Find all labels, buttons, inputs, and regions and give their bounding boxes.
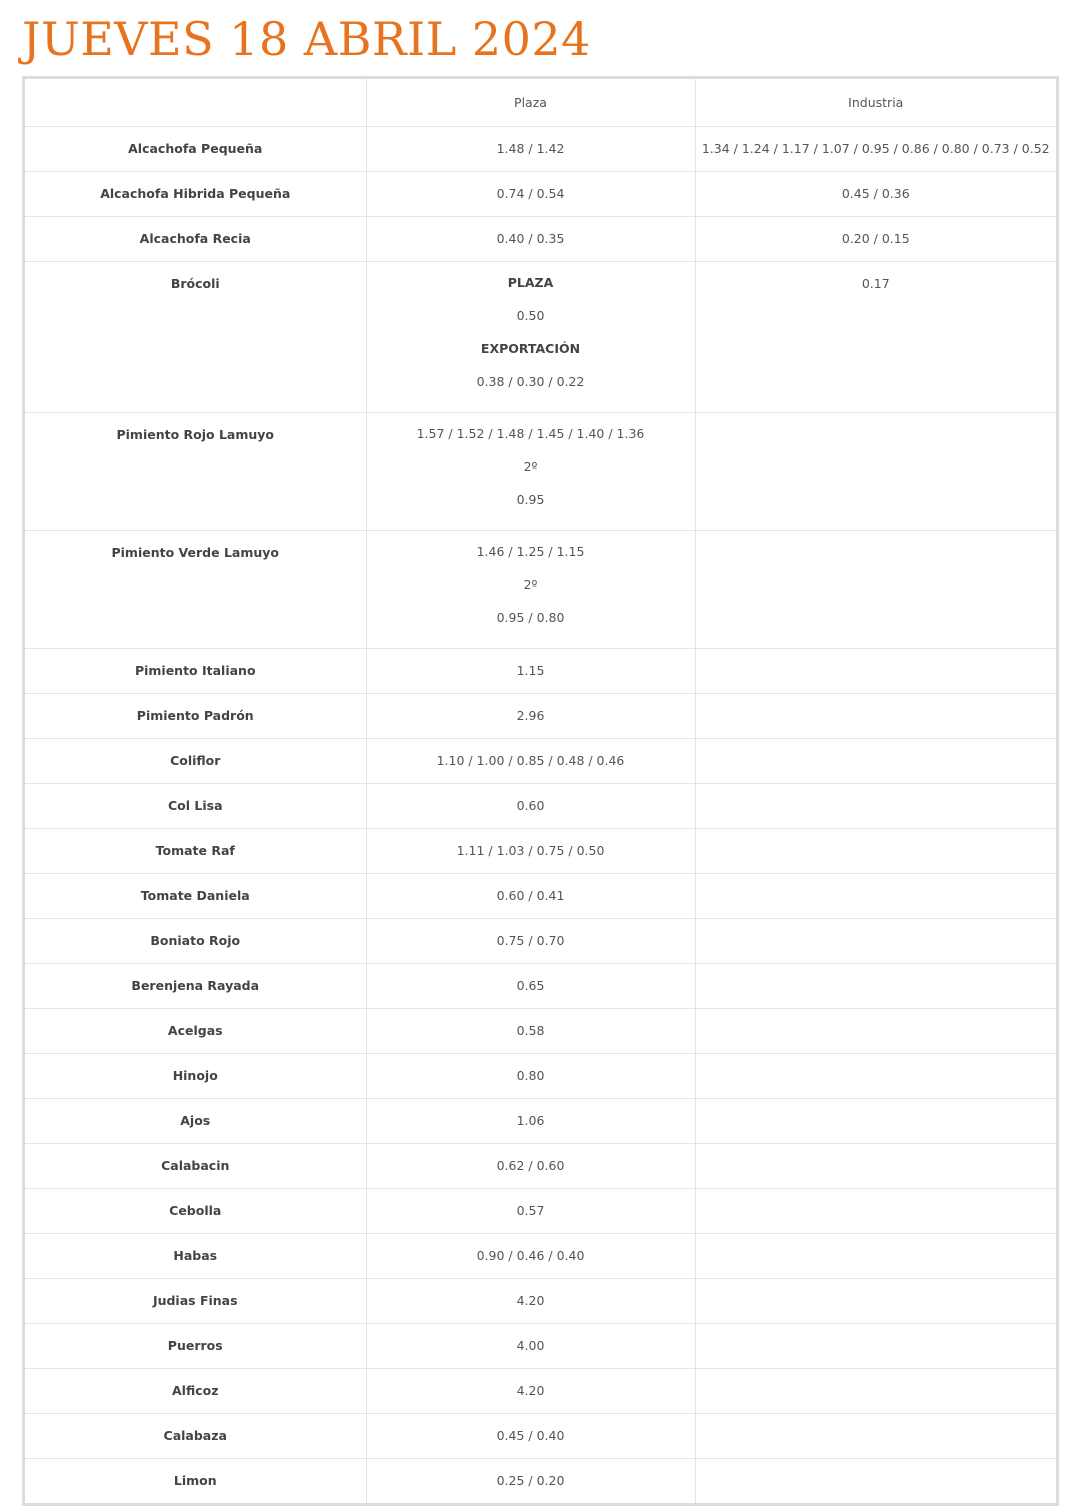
product-name-cell: Pimiento Rojo Lamuyo	[25, 413, 366, 531]
industria-price-cell	[695, 413, 1056, 531]
table-row	[25, 127, 1056, 172]
industria-price-cell	[695, 1459, 1056, 1504]
table-row	[25, 649, 1056, 694]
industria-price-cell	[695, 1144, 1056, 1189]
plaza-price-cell	[366, 531, 695, 649]
plaza-price-cell: 0.75 / 0.70	[366, 919, 695, 964]
price-line: 0.38 / 0.30 / 0.22	[476, 374, 585, 389]
plaza-price-cell: 0.62 / 0.60	[366, 1144, 695, 1189]
plaza-price-cell: 1.15	[366, 649, 695, 694]
plaza-price-cell: 0.40 / 0.35	[366, 217, 695, 262]
price-category-label: EXPORTACIÓN	[480, 341, 581, 356]
industria-price-cell	[695, 1054, 1056, 1099]
industria-price-cell: 0.17	[695, 262, 1056, 413]
plaza-price-cell: 4.20	[366, 1369, 695, 1414]
product-name-cell: Tomate Raf	[25, 829, 366, 874]
plaza-price-cell: 1.11 / 1.03 / 0.75 / 0.50	[366, 829, 695, 874]
industria-price-cell	[695, 1189, 1056, 1234]
industria-price-cell	[695, 1279, 1056, 1324]
industria-price-cell: 0.20 / 0.15	[695, 217, 1056, 262]
industria-price-cell	[695, 649, 1056, 694]
plaza-price-cell: 2.96	[366, 694, 695, 739]
table-row	[25, 1369, 1056, 1414]
product-name-cell: Puerros	[25, 1324, 366, 1369]
table-row	[25, 1459, 1056, 1504]
table-row	[25, 1144, 1056, 1189]
price-table	[25, 79, 1056, 1503]
plaza-price-cell: 0.90 / 0.46 / 0.40	[366, 1234, 695, 1279]
industria-price-cell	[695, 1369, 1056, 1414]
price-line: 1.57 / 1.52 / 1.48 / 1.45 / 1.40 / 1.36	[416, 426, 645, 441]
industria-price-cell: 1.34 / 1.24 / 1.17 / 1.07 / 0.95 / 0.86 / 0.80 / 0.73 / 0.52	[695, 127, 1056, 172]
price-line: 2º	[523, 459, 538, 474]
plaza-price-cell: 1.48 / 1.42	[366, 127, 695, 172]
table-row	[25, 874, 1056, 919]
plaza-price-cell: 4.00	[366, 1324, 695, 1369]
product-name-cell: Calabaza	[25, 1414, 366, 1459]
industria-price-cell	[695, 784, 1056, 829]
industria-price-cell	[695, 964, 1056, 1009]
product-name-cell: Limon	[25, 1459, 366, 1504]
table-row	[25, 413, 1056, 531]
table-row	[25, 1279, 1056, 1324]
plaza-price-cell: 0.25 / 0.20	[366, 1459, 695, 1504]
plaza-price-cell: 1.10 / 1.00 / 0.85 / 0.48 / 0.46	[366, 739, 695, 784]
table-row	[25, 531, 1056, 649]
plaza-price-cell: 0.60	[366, 784, 695, 829]
table-header-row	[25, 79, 1056, 127]
industria-price-cell	[695, 1324, 1056, 1369]
industria-price-cell	[695, 1234, 1056, 1279]
price-category-label: PLAZA	[507, 275, 554, 290]
product-name-cell: Calabacin	[25, 1144, 366, 1189]
header-product	[25, 79, 366, 127]
product-name-cell: Berenjena Rayada	[25, 964, 366, 1009]
table-body	[25, 127, 1056, 1504]
table-row	[25, 1414, 1056, 1459]
table-row	[25, 1189, 1056, 1234]
plaza-price-cell	[366, 413, 695, 531]
price-line: 0.95 / 0.80	[496, 610, 565, 625]
table-row	[25, 919, 1056, 964]
product-name-cell: Col Lisa	[25, 784, 366, 829]
plaza-price-cell: 0.60 / 0.41	[366, 874, 695, 919]
plaza-price-cell: 0.58	[366, 1009, 695, 1054]
price-table-container	[22, 76, 1059, 1506]
table-row	[25, 739, 1056, 784]
industria-price-cell	[695, 1009, 1056, 1054]
table-row	[25, 172, 1056, 217]
industria-price-cell	[695, 874, 1056, 919]
plaza-price-cell: 0.74 / 0.54	[366, 172, 695, 217]
product-name-cell: Ajos	[25, 1099, 366, 1144]
table-row	[25, 1234, 1056, 1279]
product-name-cell: Pimiento Verde Lamuyo	[25, 531, 366, 649]
product-name-cell: Pimiento Italiano	[25, 649, 366, 694]
plaza-price-cell: 0.80	[366, 1054, 695, 1099]
price-line: 1.46 / 1.25 / 1.15	[476, 544, 585, 559]
product-name-cell: Alcachofa Recia	[25, 217, 366, 262]
price-line: 0.95	[516, 492, 545, 507]
product-name-cell: Boniato Rojo	[25, 919, 366, 964]
plaza-price-cell: 4.20	[366, 1279, 695, 1324]
product-name-cell: Coliflor	[25, 739, 366, 784]
industria-price-cell	[695, 739, 1056, 784]
table-row	[25, 964, 1056, 1009]
header-industria: Industria	[695, 79, 1056, 127]
table-row	[25, 1324, 1056, 1369]
price-line: 0.50	[516, 308, 545, 323]
product-name-cell: Alcachofa Hibrida Pequeña	[25, 172, 366, 217]
table-row	[25, 829, 1056, 874]
industria-price-cell	[695, 829, 1056, 874]
table-row	[25, 1099, 1056, 1144]
product-name-cell: Judias Finas	[25, 1279, 366, 1324]
industria-price-cell	[695, 1414, 1056, 1459]
industria-price-cell: 0.45 / 0.36	[695, 172, 1056, 217]
plaza-price-cell: 1.06	[366, 1099, 695, 1144]
industria-price-cell	[695, 1099, 1056, 1144]
table-row	[25, 217, 1056, 262]
product-name-cell: Brócoli	[25, 262, 366, 413]
product-name-cell: Alficoz	[25, 1369, 366, 1414]
product-name-cell: Alcachofa Pequeña	[25, 127, 366, 172]
industria-price-cell	[695, 919, 1056, 964]
table-row	[25, 262, 1056, 413]
product-name-cell: Cebolla	[25, 1189, 366, 1234]
header-plaza: Plaza	[366, 79, 695, 127]
plaza-price-cell: 0.57	[366, 1189, 695, 1234]
product-name-cell: Acelgas	[25, 1009, 366, 1054]
industria-price-cell	[695, 531, 1056, 649]
plaza-price-cell: 0.65	[366, 964, 695, 1009]
product-name-cell: Tomate Daniela	[25, 874, 366, 919]
product-name-cell: Pimiento Padrón	[25, 694, 366, 739]
table-row	[25, 784, 1056, 829]
table-row	[25, 694, 1056, 739]
plaza-price-cell: 0.45 / 0.40	[366, 1414, 695, 1459]
table-row	[25, 1054, 1056, 1099]
industria-price-cell	[695, 694, 1056, 739]
plaza-price-cell	[366, 262, 695, 413]
product-name-cell: Habas	[25, 1234, 366, 1279]
product-name-cell: Hinojo	[25, 1054, 366, 1099]
table-row	[25, 1009, 1056, 1054]
price-line: 2º	[523, 577, 538, 592]
page-title: JUEVES 18 ABRIL 2024	[22, 12, 591, 66]
